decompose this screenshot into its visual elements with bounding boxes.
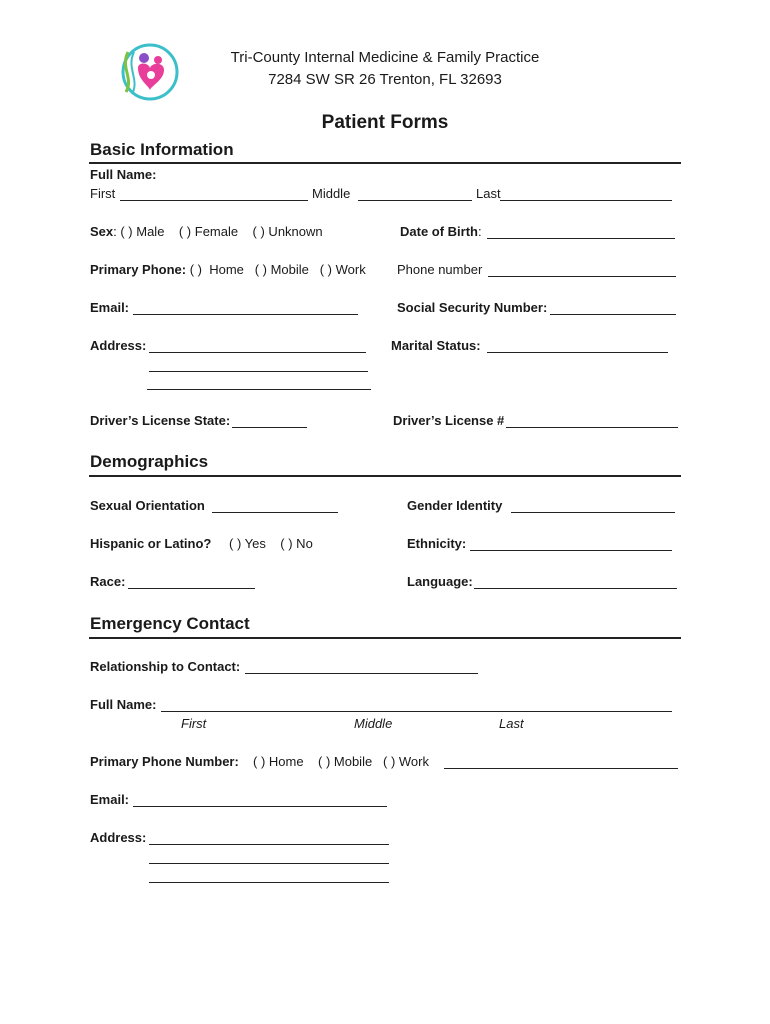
first-name-label: First [90,186,116,201]
ssn-label: Social Security Number: [397,300,548,315]
marital-status-label: Marital Status: [391,338,481,353]
ec-address-line-3[interactable] [149,882,389,883]
first-name-field[interactable] [120,200,308,201]
page-title: Patient Forms [321,112,449,133]
ssn-field[interactable] [550,314,676,315]
dob-colon: : [478,224,482,239]
race-label: Race: [90,574,126,589]
ethnicity-field[interactable] [470,550,672,551]
ec-address-line-2[interactable] [149,863,389,864]
ec-phone-label: Primary Phone Number: [90,754,239,769]
ec-phone-options[interactable]: ( ) Home ( ) Mobile ( ) Work [253,754,429,769]
race-field[interactable] [128,588,255,589]
email-label: Email: [90,300,130,315]
sex-label: Sex [90,224,114,239]
marital-status-field[interactable] [487,352,668,353]
section-divider [89,637,681,639]
sexual-orientation-label: Sexual Orientation [90,498,205,513]
last-name-field[interactable] [500,200,672,201]
gender-identity-label: Gender Identity [407,498,503,513]
dob-row [400,224,482,239]
phone-number-label: Phone number [397,262,483,277]
gender-identity-field[interactable] [511,512,675,513]
phone-type-options[interactable]: ( ) Home ( ) Mobile ( ) Work [186,262,366,277]
practice-address: 7284 SW SR 26 Trenton, FL 32693 [268,71,502,88]
ethnicity-label: Ethnicity: [407,536,467,551]
middle-name-label: Middle [312,186,351,201]
ec-phone-field[interactable] [444,768,678,769]
relationship-field[interactable] [245,673,478,674]
ec-address-line-1[interactable] [149,844,389,845]
address-field-line-2[interactable] [149,371,368,372]
last-name-label: Last [476,186,501,201]
full-name-label: Full Name: [90,167,157,182]
address-field-line-1[interactable] [149,352,366,353]
section-heading-basic: Basic Information [90,140,234,159]
section-heading-demographics: Demographics [90,452,209,471]
language-label: Language: [407,574,473,589]
hispanic-label: Hispanic or Latino? [90,536,212,551]
ec-full-name-field[interactable] [161,711,672,712]
dl-state-field[interactable] [232,427,307,428]
dl-number-field[interactable] [506,427,678,428]
primary-phone-label: Primary Phone: [90,262,187,277]
section-heading-emergency: Emergency Contact [90,614,250,633]
sex-options[interactable]: : ( ) Male ( ) Female ( ) Unknown [113,224,323,239]
email-field[interactable] [133,314,358,315]
sexual-orientation-field[interactable] [212,512,338,513]
dob-field[interactable] [487,238,675,239]
ec-email-label: Email: [90,792,130,807]
sex-row[interactable] [90,224,323,239]
phone-number-field[interactable] [488,276,676,277]
dob-label: Date of Birth [400,224,478,239]
dl-number-label: Driver’s License # [393,413,505,428]
primary-phone-row[interactable] [90,262,366,277]
ec-first-caption: First [181,716,207,731]
practice-name: Tri-County Internal Medicine & Family Practice [230,49,540,66]
section-divider [89,475,681,477]
ec-middle-caption: Middle [354,716,393,731]
address-field-line-3[interactable] [147,389,371,390]
dl-state-label: Driver’s License State: [90,413,231,428]
relationship-label: Relationship to Contact: [90,659,241,674]
hispanic-options[interactable]: ( ) Yes ( ) No [229,536,313,551]
section-divider [89,162,681,164]
ec-address-label: Address: [90,830,147,845]
ec-full-name-label: Full Name: [90,697,157,712]
ec-email-field[interactable] [133,806,387,807]
address-label: Address: [90,338,147,353]
language-field[interactable] [474,588,677,589]
ec-last-caption: Last [499,716,524,731]
middle-name-field[interactable] [358,200,472,201]
